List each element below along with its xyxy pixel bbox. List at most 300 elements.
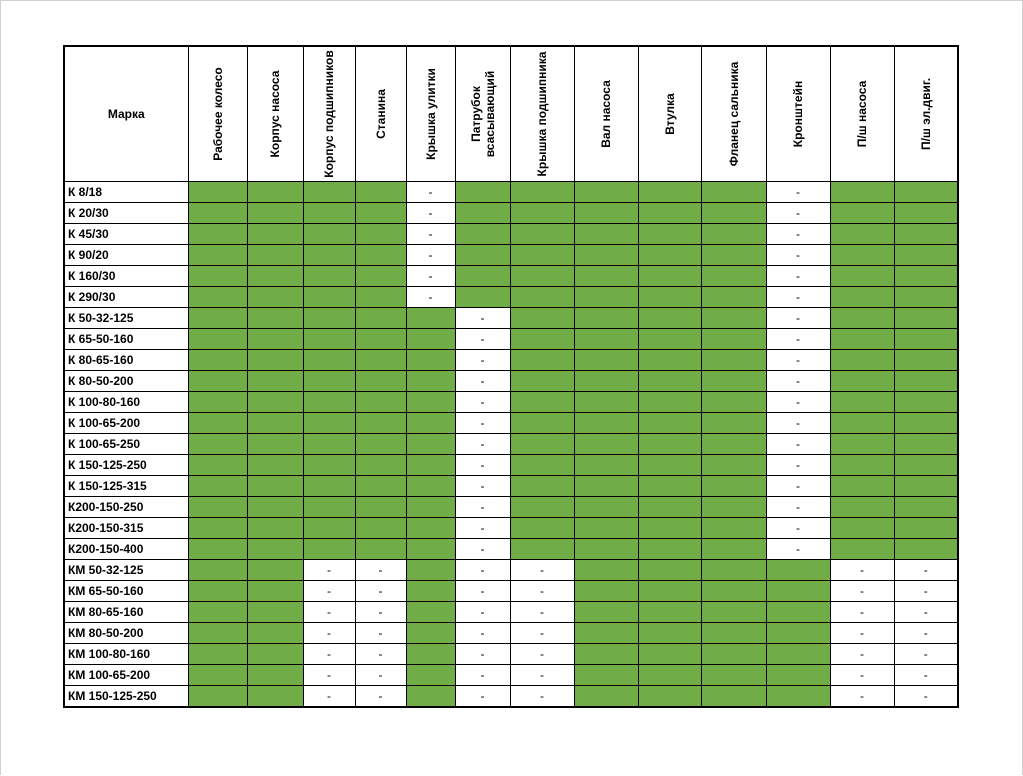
- available-cell[interactable]: [574, 644, 638, 665]
- available-cell[interactable]: [894, 539, 958, 560]
- available-cell[interactable]: [894, 434, 958, 455]
- available-cell[interactable]: [303, 308, 355, 329]
- available-cell[interactable]: [247, 266, 303, 287]
- available-cell[interactable]: [510, 497, 574, 518]
- unavailable-cell[interactable]: -: [510, 581, 574, 602]
- unavailable-cell[interactable]: -: [830, 581, 894, 602]
- unavailable-cell[interactable]: -: [766, 329, 830, 350]
- available-cell[interactable]: [188, 476, 247, 497]
- available-cell[interactable]: [638, 287, 701, 308]
- available-cell[interactable]: [455, 245, 510, 266]
- unavailable-cell[interactable]: -: [303, 686, 355, 708]
- unavailable-cell[interactable]: -: [766, 308, 830, 329]
- available-cell[interactable]: [574, 455, 638, 476]
- available-cell[interactable]: [355, 224, 406, 245]
- unavailable-cell[interactable]: -: [455, 644, 510, 665]
- available-cell[interactable]: [247, 518, 303, 539]
- available-cell[interactable]: [355, 308, 406, 329]
- unavailable-cell[interactable]: -: [303, 560, 355, 581]
- available-cell[interactable]: [894, 392, 958, 413]
- available-cell[interactable]: [303, 350, 355, 371]
- row-brand-cell[interactable]: КМ 80-65-160: [64, 602, 188, 623]
- row-brand-cell[interactable]: К 150-125-250: [64, 455, 188, 476]
- available-cell[interactable]: [247, 371, 303, 392]
- available-cell[interactable]: [455, 287, 510, 308]
- unavailable-cell[interactable]: -: [766, 434, 830, 455]
- available-cell[interactable]: [188, 518, 247, 539]
- available-cell[interactable]: [830, 476, 894, 497]
- available-cell[interactable]: [303, 518, 355, 539]
- available-cell[interactable]: [247, 644, 303, 665]
- available-cell[interactable]: [188, 245, 247, 266]
- unavailable-cell[interactable]: -: [455, 434, 510, 455]
- unavailable-cell[interactable]: -: [766, 203, 830, 224]
- available-cell[interactable]: [188, 686, 247, 708]
- available-cell[interactable]: [355, 455, 406, 476]
- available-cell[interactable]: [355, 182, 406, 203]
- unavailable-cell[interactable]: -: [455, 539, 510, 560]
- available-cell[interactable]: [574, 539, 638, 560]
- available-cell[interactable]: [247, 329, 303, 350]
- available-cell[interactable]: [355, 434, 406, 455]
- unavailable-cell[interactable]: -: [455, 602, 510, 623]
- available-cell[interactable]: [638, 371, 701, 392]
- available-cell[interactable]: [188, 539, 247, 560]
- available-cell[interactable]: [574, 686, 638, 708]
- available-cell[interactable]: [701, 245, 766, 266]
- available-cell[interactable]: [303, 413, 355, 434]
- available-cell[interactable]: [355, 329, 406, 350]
- available-cell[interactable]: [830, 518, 894, 539]
- available-cell[interactable]: [303, 539, 355, 560]
- available-cell[interactable]: [701, 581, 766, 602]
- unavailable-cell[interactable]: -: [355, 623, 406, 644]
- unavailable-cell[interactable]: -: [766, 182, 830, 203]
- available-cell[interactable]: [188, 455, 247, 476]
- unavailable-cell[interactable]: -: [766, 476, 830, 497]
- available-cell[interactable]: [247, 392, 303, 413]
- available-cell[interactable]: [830, 497, 894, 518]
- available-cell[interactable]: [355, 539, 406, 560]
- available-cell[interactable]: [247, 224, 303, 245]
- available-cell[interactable]: [355, 245, 406, 266]
- row-brand-cell[interactable]: К 100-65-250: [64, 434, 188, 455]
- available-cell[interactable]: [830, 182, 894, 203]
- available-cell[interactable]: [638, 434, 701, 455]
- available-cell[interactable]: [574, 623, 638, 644]
- available-cell[interactable]: [574, 329, 638, 350]
- available-cell[interactable]: [701, 392, 766, 413]
- available-cell[interactable]: [303, 182, 355, 203]
- available-cell[interactable]: [574, 581, 638, 602]
- available-cell[interactable]: [830, 224, 894, 245]
- unavailable-cell[interactable]: -: [406, 287, 455, 308]
- available-cell[interactable]: [406, 413, 455, 434]
- unavailable-cell[interactable]: -: [766, 224, 830, 245]
- available-cell[interactable]: [574, 266, 638, 287]
- available-cell[interactable]: [406, 329, 455, 350]
- available-cell[interactable]: [355, 497, 406, 518]
- unavailable-cell[interactable]: -: [455, 623, 510, 644]
- available-cell[interactable]: [638, 518, 701, 539]
- available-cell[interactable]: [406, 308, 455, 329]
- available-cell[interactable]: [455, 224, 510, 245]
- available-cell[interactable]: [894, 203, 958, 224]
- unavailable-cell[interactable]: -: [455, 413, 510, 434]
- unavailable-cell[interactable]: -: [830, 686, 894, 708]
- unavailable-cell[interactable]: -: [510, 644, 574, 665]
- available-cell[interactable]: [303, 245, 355, 266]
- available-cell[interactable]: [638, 497, 701, 518]
- available-cell[interactable]: [247, 308, 303, 329]
- available-cell[interactable]: [638, 476, 701, 497]
- available-cell[interactable]: [574, 308, 638, 329]
- available-cell[interactable]: [303, 224, 355, 245]
- available-cell[interactable]: [355, 203, 406, 224]
- available-cell[interactable]: [701, 497, 766, 518]
- available-cell[interactable]: [894, 371, 958, 392]
- available-cell[interactable]: [247, 560, 303, 581]
- available-cell[interactable]: [303, 392, 355, 413]
- available-cell[interactable]: [574, 224, 638, 245]
- available-cell[interactable]: [701, 413, 766, 434]
- unavailable-cell[interactable]: -: [406, 224, 455, 245]
- row-brand-cell[interactable]: К 150-125-315: [64, 476, 188, 497]
- available-cell[interactable]: [638, 455, 701, 476]
- unavailable-cell[interactable]: -: [766, 518, 830, 539]
- available-cell[interactable]: [188, 560, 247, 581]
- available-cell[interactable]: [766, 581, 830, 602]
- unavailable-cell[interactable]: -: [455, 350, 510, 371]
- available-cell[interactable]: [510, 455, 574, 476]
- unavailable-cell[interactable]: -: [894, 623, 958, 644]
- available-cell[interactable]: [355, 476, 406, 497]
- unavailable-cell[interactable]: -: [303, 581, 355, 602]
- available-cell[interactable]: [894, 476, 958, 497]
- available-cell[interactable]: [766, 602, 830, 623]
- available-cell[interactable]: [188, 665, 247, 686]
- available-cell[interactable]: [574, 560, 638, 581]
- unavailable-cell[interactable]: -: [455, 392, 510, 413]
- row-brand-cell[interactable]: К 20/30: [64, 203, 188, 224]
- row-brand-cell[interactable]: К200-150-315: [64, 518, 188, 539]
- available-cell[interactable]: [247, 245, 303, 266]
- available-cell[interactable]: [510, 434, 574, 455]
- unavailable-cell[interactable]: -: [830, 665, 894, 686]
- available-cell[interactable]: [701, 329, 766, 350]
- available-cell[interactable]: [638, 350, 701, 371]
- unavailable-cell[interactable]: -: [766, 371, 830, 392]
- available-cell[interactable]: [355, 287, 406, 308]
- available-cell[interactable]: [701, 602, 766, 623]
- available-cell[interactable]: [188, 623, 247, 644]
- available-cell[interactable]: [247, 203, 303, 224]
- available-cell[interactable]: [303, 455, 355, 476]
- available-cell[interactable]: [894, 329, 958, 350]
- available-cell[interactable]: [894, 182, 958, 203]
- unavailable-cell[interactable]: -: [510, 602, 574, 623]
- available-cell[interactable]: [188, 602, 247, 623]
- unavailable-cell[interactable]: -: [894, 665, 958, 686]
- available-cell[interactable]: [830, 245, 894, 266]
- available-cell[interactable]: [303, 497, 355, 518]
- available-cell[interactable]: [247, 665, 303, 686]
- unavailable-cell[interactable]: -: [355, 560, 406, 581]
- available-cell[interactable]: [188, 308, 247, 329]
- row-brand-cell[interactable]: К 100-65-200: [64, 413, 188, 434]
- available-cell[interactable]: [406, 560, 455, 581]
- available-cell[interactable]: [638, 413, 701, 434]
- unavailable-cell[interactable]: -: [355, 644, 406, 665]
- available-cell[interactable]: [701, 266, 766, 287]
- available-cell[interactable]: [701, 224, 766, 245]
- available-cell[interactable]: [510, 287, 574, 308]
- available-cell[interactable]: [574, 182, 638, 203]
- unavailable-cell[interactable]: -: [766, 287, 830, 308]
- available-cell[interactable]: [638, 245, 701, 266]
- available-cell[interactable]: [574, 518, 638, 539]
- available-cell[interactable]: [510, 392, 574, 413]
- unavailable-cell[interactable]: -: [355, 665, 406, 686]
- available-cell[interactable]: [574, 413, 638, 434]
- available-cell[interactable]: [510, 182, 574, 203]
- unavailable-cell[interactable]: -: [406, 245, 455, 266]
- unavailable-cell[interactable]: -: [894, 581, 958, 602]
- unavailable-cell[interactable]: -: [894, 560, 958, 581]
- available-cell[interactable]: [894, 224, 958, 245]
- available-cell[interactable]: [510, 371, 574, 392]
- available-cell[interactable]: [894, 350, 958, 371]
- unavailable-cell[interactable]: -: [766, 266, 830, 287]
- available-cell[interactable]: [406, 665, 455, 686]
- available-cell[interactable]: [894, 245, 958, 266]
- available-cell[interactable]: [701, 686, 766, 708]
- unavailable-cell[interactable]: -: [455, 665, 510, 686]
- available-cell[interactable]: [188, 392, 247, 413]
- unavailable-cell[interactable]: -: [766, 539, 830, 560]
- unavailable-cell[interactable]: -: [455, 497, 510, 518]
- available-cell[interactable]: [830, 413, 894, 434]
- row-brand-cell[interactable]: К200-150-400: [64, 539, 188, 560]
- available-cell[interactable]: [638, 602, 701, 623]
- available-cell[interactable]: [406, 497, 455, 518]
- available-cell[interactable]: [701, 455, 766, 476]
- available-cell[interactable]: [638, 203, 701, 224]
- available-cell[interactable]: [406, 644, 455, 665]
- unavailable-cell[interactable]: -: [766, 497, 830, 518]
- unavailable-cell[interactable]: -: [303, 644, 355, 665]
- available-cell[interactable]: [355, 413, 406, 434]
- available-cell[interactable]: [574, 392, 638, 413]
- available-cell[interactable]: [355, 350, 406, 371]
- unavailable-cell[interactable]: -: [455, 371, 510, 392]
- unavailable-cell[interactable]: -: [455, 581, 510, 602]
- available-cell[interactable]: [830, 308, 894, 329]
- available-cell[interactable]: [830, 539, 894, 560]
- available-cell[interactable]: [701, 287, 766, 308]
- available-cell[interactable]: [894, 497, 958, 518]
- available-cell[interactable]: [574, 434, 638, 455]
- available-cell[interactable]: [406, 602, 455, 623]
- row-brand-cell[interactable]: КМ 150-125-250: [64, 686, 188, 708]
- available-cell[interactable]: [510, 266, 574, 287]
- unavailable-cell[interactable]: -: [303, 665, 355, 686]
- row-brand-cell[interactable]: К 90/20: [64, 245, 188, 266]
- available-cell[interactable]: [406, 434, 455, 455]
- row-brand-cell[interactable]: КМ 50-32-125: [64, 560, 188, 581]
- available-cell[interactable]: [247, 623, 303, 644]
- available-cell[interactable]: [638, 182, 701, 203]
- unavailable-cell[interactable]: -: [894, 644, 958, 665]
- unavailable-cell[interactable]: -: [894, 602, 958, 623]
- unavailable-cell[interactable]: -: [830, 623, 894, 644]
- available-cell[interactable]: [510, 413, 574, 434]
- available-cell[interactable]: [766, 560, 830, 581]
- available-cell[interactable]: [574, 245, 638, 266]
- available-cell[interactable]: [894, 413, 958, 434]
- available-cell[interactable]: [830, 434, 894, 455]
- available-cell[interactable]: [701, 560, 766, 581]
- available-cell[interactable]: [406, 623, 455, 644]
- available-cell[interactable]: [188, 644, 247, 665]
- available-cell[interactable]: [510, 203, 574, 224]
- available-cell[interactable]: [510, 245, 574, 266]
- available-cell[interactable]: [188, 266, 247, 287]
- available-cell[interactable]: [247, 581, 303, 602]
- unavailable-cell[interactable]: -: [455, 476, 510, 497]
- available-cell[interactable]: [574, 350, 638, 371]
- available-cell[interactable]: [701, 476, 766, 497]
- unavailable-cell[interactable]: -: [510, 665, 574, 686]
- unavailable-cell[interactable]: -: [766, 245, 830, 266]
- row-brand-cell[interactable]: К 80-65-160: [64, 350, 188, 371]
- unavailable-cell[interactable]: -: [355, 686, 406, 708]
- available-cell[interactable]: [188, 182, 247, 203]
- unavailable-cell[interactable]: -: [406, 182, 455, 203]
- unavailable-cell[interactable]: -: [766, 392, 830, 413]
- available-cell[interactable]: [638, 308, 701, 329]
- available-cell[interactable]: [406, 371, 455, 392]
- available-cell[interactable]: [766, 644, 830, 665]
- unavailable-cell[interactable]: -: [406, 203, 455, 224]
- available-cell[interactable]: [247, 413, 303, 434]
- unavailable-cell[interactable]: -: [355, 581, 406, 602]
- available-cell[interactable]: [355, 518, 406, 539]
- available-cell[interactable]: [638, 224, 701, 245]
- available-cell[interactable]: [638, 665, 701, 686]
- available-cell[interactable]: [406, 518, 455, 539]
- available-cell[interactable]: [303, 203, 355, 224]
- available-cell[interactable]: [247, 602, 303, 623]
- row-brand-cell[interactable]: К 100-80-160: [64, 392, 188, 413]
- available-cell[interactable]: [303, 434, 355, 455]
- available-cell[interactable]: [247, 287, 303, 308]
- unavailable-cell[interactable]: -: [510, 560, 574, 581]
- available-cell[interactable]: [638, 623, 701, 644]
- available-cell[interactable]: [701, 623, 766, 644]
- available-cell[interactable]: [406, 686, 455, 708]
- available-cell[interactable]: [830, 455, 894, 476]
- available-cell[interactable]: [701, 665, 766, 686]
- available-cell[interactable]: [701, 434, 766, 455]
- available-cell[interactable]: [638, 266, 701, 287]
- available-cell[interactable]: [701, 350, 766, 371]
- available-cell[interactable]: [574, 665, 638, 686]
- available-cell[interactable]: [247, 455, 303, 476]
- available-cell[interactable]: [766, 686, 830, 708]
- available-cell[interactable]: [188, 434, 247, 455]
- available-cell[interactable]: [638, 392, 701, 413]
- row-brand-cell[interactable]: К 65-50-160: [64, 329, 188, 350]
- available-cell[interactable]: [830, 350, 894, 371]
- row-brand-cell[interactable]: КМ 80-50-200: [64, 623, 188, 644]
- available-cell[interactable]: [701, 518, 766, 539]
- available-cell[interactable]: [701, 644, 766, 665]
- unavailable-cell[interactable]: -: [830, 644, 894, 665]
- available-cell[interactable]: [830, 371, 894, 392]
- available-cell[interactable]: [188, 497, 247, 518]
- available-cell[interactable]: [574, 203, 638, 224]
- row-brand-cell[interactable]: К 45/30: [64, 224, 188, 245]
- available-cell[interactable]: [303, 371, 355, 392]
- available-cell[interactable]: [355, 371, 406, 392]
- available-cell[interactable]: [830, 266, 894, 287]
- unavailable-cell[interactable]: -: [455, 560, 510, 581]
- available-cell[interactable]: [638, 560, 701, 581]
- row-brand-cell[interactable]: КМ 65-50-160: [64, 581, 188, 602]
- unavailable-cell[interactable]: -: [766, 350, 830, 371]
- available-cell[interactable]: [894, 518, 958, 539]
- available-cell[interactable]: [247, 686, 303, 708]
- available-cell[interactable]: [247, 182, 303, 203]
- available-cell[interactable]: [247, 476, 303, 497]
- unavailable-cell[interactable]: -: [406, 266, 455, 287]
- available-cell[interactable]: [406, 539, 455, 560]
- available-cell[interactable]: [188, 329, 247, 350]
- available-cell[interactable]: [894, 308, 958, 329]
- available-cell[interactable]: [638, 644, 701, 665]
- unavailable-cell[interactable]: -: [455, 455, 510, 476]
- available-cell[interactable]: [188, 581, 247, 602]
- available-cell[interactable]: [510, 518, 574, 539]
- available-cell[interactable]: [455, 182, 510, 203]
- available-cell[interactable]: [406, 392, 455, 413]
- available-cell[interactable]: [406, 581, 455, 602]
- row-brand-cell[interactable]: К200-150-250: [64, 497, 188, 518]
- available-cell[interactable]: [406, 455, 455, 476]
- available-cell[interactable]: [303, 329, 355, 350]
- available-cell[interactable]: [188, 287, 247, 308]
- unavailable-cell[interactable]: -: [766, 455, 830, 476]
- available-cell[interactable]: [406, 476, 455, 497]
- available-cell[interactable]: [510, 476, 574, 497]
- unavailable-cell[interactable]: -: [455, 518, 510, 539]
- row-brand-cell[interactable]: К 8/18: [64, 182, 188, 203]
- unavailable-cell[interactable]: -: [455, 686, 510, 708]
- available-cell[interactable]: [638, 686, 701, 708]
- available-cell[interactable]: [766, 665, 830, 686]
- available-cell[interactable]: [830, 203, 894, 224]
- unavailable-cell[interactable]: -: [303, 623, 355, 644]
- available-cell[interactable]: [188, 413, 247, 434]
- available-cell[interactable]: [574, 476, 638, 497]
- available-cell[interactable]: [701, 308, 766, 329]
- available-cell[interactable]: [247, 539, 303, 560]
- available-cell[interactable]: [574, 287, 638, 308]
- available-cell[interactable]: [701, 371, 766, 392]
- available-cell[interactable]: [455, 203, 510, 224]
- row-brand-cell[interactable]: К 160/30: [64, 266, 188, 287]
